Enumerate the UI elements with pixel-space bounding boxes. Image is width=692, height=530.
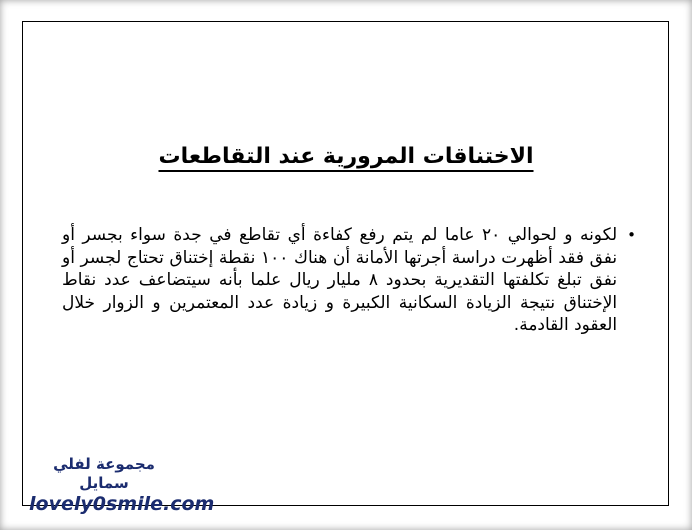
- bullet-text: لكونه و لحوالي ٢٠ عاما لم يتم رفع كفاءة أي تقاطع في جدة سواء بجسر أو نفق فقد أظهرت دراسة أجرتها الأمانة أن هناك ١٠٠ نقطة إختناق تحتاج لجسر أو نفق تبلغ تكلفتها التقديرية بحدود ٨ مليار ريال علما بأنه سيتضاعف عدد نقاط الإختناق نتيجة الزيادة السكانية الكبيرة و زيادة عدد المعتمرين و الزوار خلال العقود القادمة.: [62, 225, 618, 336]
- bullet-item: [62, 224, 636, 337]
- bullet-icon: •: [627, 226, 636, 244]
- watermark: [29, 455, 215, 516]
- slide-title: [0, 144, 692, 169]
- watermark-group-name: مجموعة لفلي سمايل: [53, 455, 155, 492]
- watermark-site-url: lovely0smile.com: [29, 492, 215, 515]
- slide-title-text: الاختناقات المرورية عند التقاطعات: [158, 144, 534, 169]
